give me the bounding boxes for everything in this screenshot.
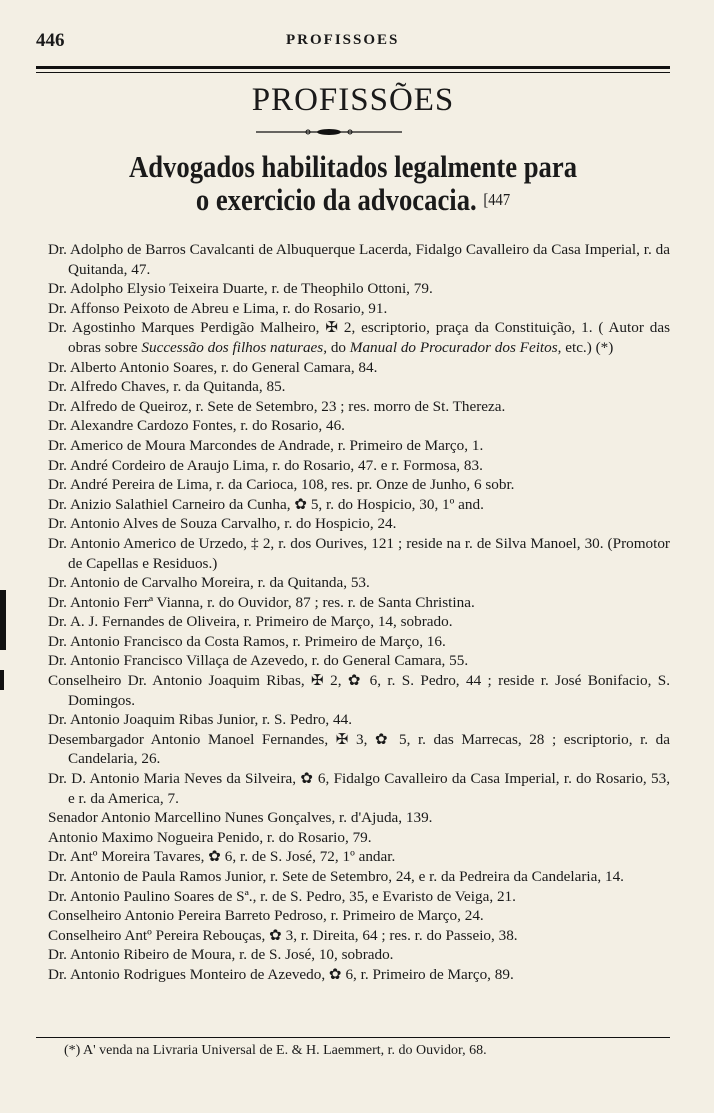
list-item bbox=[48, 318, 670, 357]
list-item: Dr. Americo de Moura Marcondes de Andrade, r. Primeiro de Março, 1. bbox=[48, 436, 484, 454]
page-number: 446 bbox=[36, 30, 65, 51]
list-item: Desembargador Antonio Manoel Fernandes, ✠ 3, ✿ 5, r. das Marrecas, 28 ; escriptorio, r. da Candelaria, 26. bbox=[48, 730, 670, 768]
list-item: Dr. D. Antonio Maria Neves da Silveira, ✿ 6, Fidalgo Cavalleiro da Casa Imperial, r. do Rosario, 53, e r. da America, 7. bbox=[48, 770, 670, 807]
running-head bbox=[36, 30, 672, 56]
list-item: Dr. Antonio Ribeiro de Moura, r. de S. José, 10, sobrado. bbox=[48, 946, 394, 964]
list-item: Dr. Alexandre Cardozo Fontes, r. do Rosario, 46. bbox=[48, 417, 345, 435]
list-item: Dr. Alfredo Chaves, r. da Quitanda, 85. bbox=[48, 378, 286, 396]
list-item: Dr. Antonio Francisco Villaça de Azevedo, r. do General Camara, 55. bbox=[48, 652, 469, 670]
list-item: Dr. Antonio Paulino Soares de Sª., r. de S. Pedro, 35, e Evaristo de Veiga, 21. bbox=[48, 887, 516, 905]
list-item: Dr. Antonio Francisco da Costa Ramos, r. Primeiro de Março, 16. bbox=[48, 632, 446, 650]
entry-text: Dr. Agostinho Marques Perdigão Malheiro, ✠ 2, escriptorio, praça da Constituição, 1. ( Autor das obras sobre bbox=[48, 319, 670, 356]
list-item: Dr. Antonio Joaquim Ribas Junior, r. S. Pedro, 44. bbox=[48, 711, 352, 729]
list-item: Conselheiro Antonio Pereira Barreto Pedroso, r. Primeiro de Março, 24. bbox=[48, 907, 484, 925]
book-title: Manual do Procurador dos Feitos bbox=[349, 338, 558, 356]
list-item: Dr. Antonio Americo de Urzedo, ‡ 2, r. dos Ourives, 121 ; reside na r. de Silva Manoel, 30. (Promotor de Capellas e Residuos.) bbox=[48, 534, 670, 572]
book-title: Successão dos filhos naturaes bbox=[141, 338, 324, 356]
footnote-rule bbox=[36, 1037, 670, 1038]
list-item: Dr. Antº Moreira Tavares, ✿ 6, r. de S. José, 72, 1º andar. bbox=[48, 848, 396, 866]
list-item: Dr. Adolpho Elysio Teixeira Duarte, r. de Theophilo Ottoni, 79. bbox=[48, 280, 433, 298]
running-title: PROFISSOES bbox=[286, 32, 400, 48]
list-item: Dr. André Pereira de Lima, r. da Carioca, 108, res. pr. Onze de Junho, 6 sobr. bbox=[48, 476, 515, 494]
header-rule-thick bbox=[36, 66, 670, 69]
footnote: (*) A' venda na Livraria Universal de E. & H. Laemmert, r. do Ouvidor, 68. bbox=[64, 1043, 487, 1058]
list-item: Dr. Antonio Rodrigues Monteiro de Azevedo, ✿ 6, r. Primeiro de Março, 89. bbox=[48, 965, 514, 983]
list-item: Dr. Affonso Peixoto de Abreu e Lima, r. do Rosario, 91. bbox=[48, 299, 388, 317]
margin-ink-mark bbox=[0, 670, 4, 690]
margin-ink-mark bbox=[0, 590, 6, 650]
list-item: Dr. Adolpho de Barros Cavalcanti de Albuquerque Lacerda, Fidalgo Cavalleiro da Casa Imperial, r. da Quitanda, 47. bbox=[48, 241, 670, 278]
list-item: Dr. Antonio de Paula Ramos Junior, r. Sete de Setembro, 24, e r. da Pedreira da Candelaria, 14. bbox=[48, 868, 624, 885]
ornament-divider bbox=[256, 128, 402, 136]
list-item: Dr. Anizio Salathiel Carneiro da Cunha, ✿ 5, r. do Hospicio, 30, 1º and. bbox=[48, 495, 484, 513]
list-item: Dr. André Cordeiro de Araujo Lima, r. do Rosario, 47. e r. Formosa, 83. bbox=[48, 456, 483, 474]
entry-text: , etc.) (*) bbox=[557, 338, 614, 356]
header-rule-thin bbox=[36, 72, 670, 73]
list-item: Senador Antonio Marcellino Nunes Gonçalves, r. d'Ajuda, 139. bbox=[48, 809, 433, 827]
list-item: Conselheiro Dr. Antonio Joaquim Ribas, ✠ 2, ✿ 6, r. S. Pedro, 44 ; reside r. José Bonifacio, S. Domingos. bbox=[48, 672, 670, 709]
section-heading bbox=[80, 150, 625, 216]
list-item: Dr. A. J. Fernandes de Oliveira, r. Primeiro de Março, 14, sobrado. bbox=[48, 613, 453, 631]
lawyer-list bbox=[48, 240, 670, 985]
entry-text: , do bbox=[323, 338, 350, 356]
list-item: Antonio Maximo Nogueira Penido, r. do Rosario, 79. bbox=[48, 828, 372, 846]
page-title: PROFISSÕES bbox=[251, 82, 455, 118]
list-item: Dr. Alberto Antonio Soares, r. do General Camara, 84. bbox=[48, 358, 378, 376]
heading-line-1: Advogados habilitados legalmente para bbox=[128, 149, 578, 184]
list-item: Dr. Antonio Alves de Souza Carvalho, r. do Hospicio, 24. bbox=[48, 515, 397, 533]
heading-line-2 bbox=[80, 183, 625, 216]
list-item: Dr. Alfredo de Queiroz, r. Sete de Setembro, 23 ; res. morro de St. Thereza. bbox=[48, 397, 506, 415]
page-reference: [447 bbox=[483, 190, 511, 209]
list-item: Conselheiro Antº Pereira Rebouças, ✿ 3, r. Direita, 64 ; res. r. do Passeio, 38. bbox=[48, 926, 518, 944]
heading-line-2-text: o exercicio da advocacia. bbox=[195, 182, 477, 217]
list-item: Dr. Antonio Ferrª Vianna, r. do Ouvidor, 87 ; res. r. de Santa Christina. bbox=[48, 593, 475, 611]
list-item: Dr. Antonio de Carvalho Moreira, r. da Quitanda, 53. bbox=[48, 574, 370, 592]
